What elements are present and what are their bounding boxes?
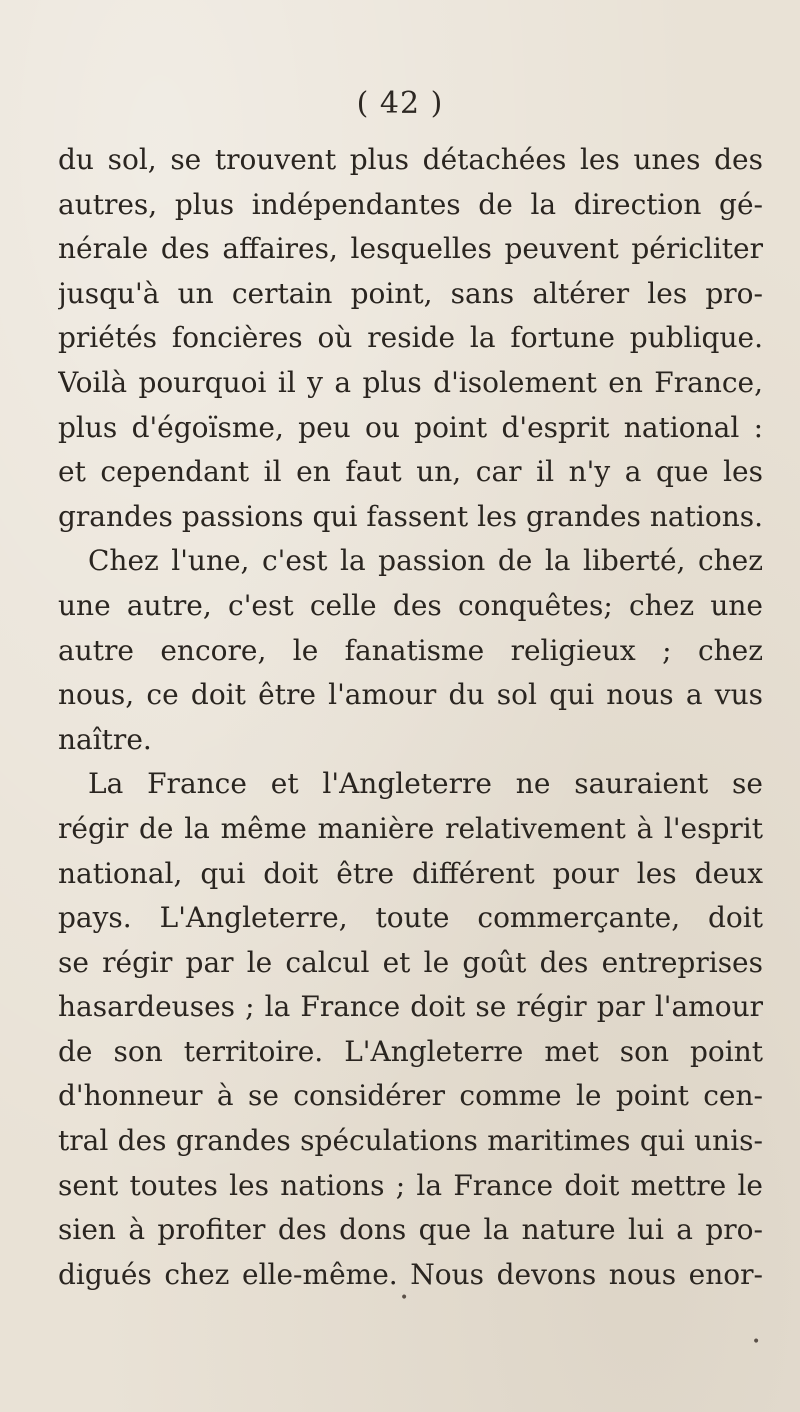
text-line: Voilà pourquoi il y a plus d'isolement en France,	[58, 365, 763, 399]
text-line: nous, ce doit être l'amour du sol qui nous a vus	[58, 678, 763, 712]
text-line: se régir par le calcul et le goût des entreprises	[58, 945, 763, 979]
text-line: autres, plus indépendantes de la direction gé-	[58, 187, 763, 221]
text-line: plus d'égoïsme, peu ou point d'esprit national :	[58, 410, 763, 444]
text-line: naître.	[58, 722, 152, 756]
text-line: tral des grandes spéculations maritimes qui unis-	[58, 1124, 763, 1158]
text-line: national, qui doit être différent pour les deux	[58, 856, 763, 890]
text-line: nérale des affaires, lesquelles peuvent péricliter	[58, 232, 763, 266]
text-line: grandes passions qui fassent les grandes nations.	[58, 499, 763, 533]
text-line: du sol, se trouvent plus détachées les unes des	[58, 143, 763, 176]
body-text	[58, 138, 763, 1297]
text-line: hasardeuses ; la France doit se régir par l'amour	[58, 990, 763, 1024]
text-line: d'honneur à se considérer comme le point cen-	[58, 1079, 763, 1113]
text-line: de son territoire. L'Angleterre met son point	[58, 1034, 763, 1068]
text-line: La France et l'Angleterre ne sauraient se	[88, 767, 763, 801]
text-line: régir de la même manière relativement à l'esprit	[58, 811, 763, 845]
text-line: pays. L'Angleterre, toute commerçante, doit	[58, 901, 763, 935]
text-line: sien à profiter des dons que la nature lui a pro-	[58, 1213, 763, 1247]
text-line: autre encore, le fanatisme religieux ; chez	[58, 633, 763, 667]
page-number: ( 42 )	[356, 86, 444, 121]
text-line: sent toutes les nations ; la France doit mettre le	[58, 1168, 763, 1202]
text-line: une autre, c'est celle des conquêtes; chez une	[58, 588, 763, 622]
ink-speck: •	[752, 1334, 761, 1350]
text-line: Chez l'une, c'est la passion de la liberté, chez	[88, 544, 763, 578]
text-line: digués chez elle-même. Nous devons nous enor-	[58, 1257, 763, 1291]
ink-speck: •	[400, 1290, 409, 1306]
text-line: jusqu'à un certain point, sans altérer les pro-	[58, 276, 763, 310]
text-line: priétés foncières où reside la fortune publique.	[58, 321, 763, 355]
text-line: et cependant il en faut un, car il n'y a que les	[58, 455, 763, 489]
